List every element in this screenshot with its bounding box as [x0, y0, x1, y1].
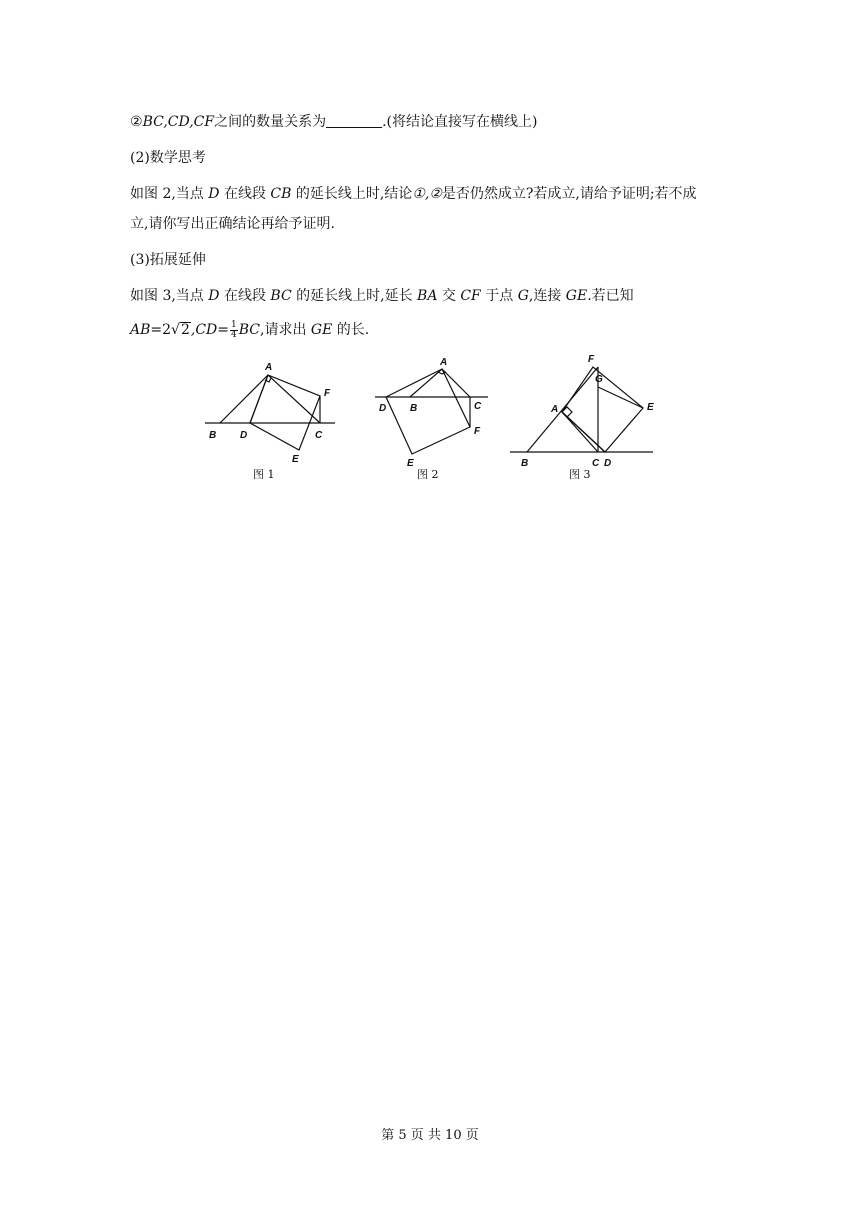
fig2-label-a: A	[440, 357, 448, 368]
part2-line1	[130, 184, 697, 204]
text-seg: 如图 2,当点	[130, 186, 209, 202]
var-cd: ,CD=	[190, 322, 230, 338]
fig1-label-c: C	[315, 430, 323, 441]
var-ab: AB	[130, 322, 151, 338]
text-seg: 的延长线上时,结论	[291, 186, 413, 202]
circled-2: ②	[130, 114, 143, 130]
var-ba: BA	[417, 288, 438, 304]
variables-bc-cd-cf: BC,CD,CF	[142, 114, 215, 130]
figure-2-drawing	[375, 369, 488, 454]
fig2-label-e: E	[407, 458, 414, 469]
fig3-label-f: F	[588, 354, 595, 365]
frac-denominator: 4	[231, 329, 237, 340]
fig3-label-g: G	[595, 374, 603, 385]
fig1-ab	[220, 375, 268, 423]
fig3-caption: 图 3	[569, 468, 591, 481]
answer-blank[interactable]	[326, 113, 382, 128]
var-d: D	[208, 186, 220, 202]
text-seg: 的长.	[332, 322, 370, 338]
question-line-relation	[130, 112, 537, 132]
fig3-label-e: E	[647, 402, 654, 413]
var-ge: GE	[565, 288, 588, 304]
sqrt-radicand: 2	[180, 322, 190, 338]
fig3-ac	[562, 412, 598, 452]
text-seg: 在线段	[219, 288, 271, 304]
text-seg: 于点	[480, 288, 518, 304]
var-bc: BC	[270, 288, 292, 304]
fig1-label-a: A	[265, 362, 273, 373]
text-seg: ,连接	[528, 288, 566, 304]
part2-line2: 立,请你写出正确结论再给予证明.	[130, 216, 335, 232]
text-seg: ,请求出	[260, 322, 311, 338]
part3-line1	[130, 286, 634, 306]
var-bc: BC	[238, 322, 261, 338]
text-seg: 交	[437, 288, 461, 304]
conclusion-refs: ①,②	[412, 186, 442, 202]
fig1-label-f: F	[324, 388, 331, 399]
equals-two: =2	[150, 322, 172, 338]
text-seg: .若已知	[587, 288, 634, 304]
text-seg: 在线段	[219, 186, 271, 202]
fig3-label-c: C	[592, 458, 600, 469]
part2-title: (2)数学思考	[130, 150, 206, 166]
frac-numerator: 1	[231, 319, 237, 330]
text-seg: 的延长线上时,延长	[291, 288, 418, 304]
part3-line2	[130, 320, 369, 340]
part3-title: (3)拓展延伸	[130, 252, 206, 268]
sqrt-symbol: √	[171, 322, 180, 338]
text-seg: 如图 3,当点	[130, 288, 209, 304]
fig3-label-b: B	[521, 458, 529, 469]
fig2-ac	[442, 369, 470, 397]
fig1-label-b: B	[209, 430, 217, 441]
fig2-label-d: D	[379, 403, 387, 414]
relation-text: 之间的数量关系为	[214, 114, 327, 130]
text-seg: 是否仍然成立?若成立,请给予证明;若不成	[441, 186, 697, 202]
fig2-label-c: C	[474, 401, 482, 412]
figures-svg	[195, 350, 675, 490]
var-ge: GE	[310, 322, 333, 338]
figure-3-drawing	[510, 367, 653, 452]
var-g: G	[517, 288, 529, 304]
fig3-label-a: A	[551, 404, 559, 415]
fig3-bg-extended	[527, 367, 598, 452]
var-cf: CF	[460, 288, 481, 304]
fig2-caption: 图 2	[417, 468, 439, 481]
fig1-label-e: E	[292, 454, 299, 465]
relation-instruction: .(将结论直接写在横线上)	[382, 114, 538, 130]
fig3-label-d: D	[604, 458, 612, 469]
geometry-figures	[195, 350, 675, 490]
fraction-one-quarter	[230, 321, 238, 340]
fig1-caption: 图 1	[253, 468, 275, 481]
var-cb: CB	[270, 186, 292, 202]
var-d: D	[208, 288, 220, 304]
page-footer: 第 5 页 共 10 页	[381, 1128, 479, 1143]
fig1-label-d: D	[240, 430, 248, 441]
fig2-label-f: F	[474, 426, 481, 437]
fig2-label-b: B	[410, 403, 418, 414]
